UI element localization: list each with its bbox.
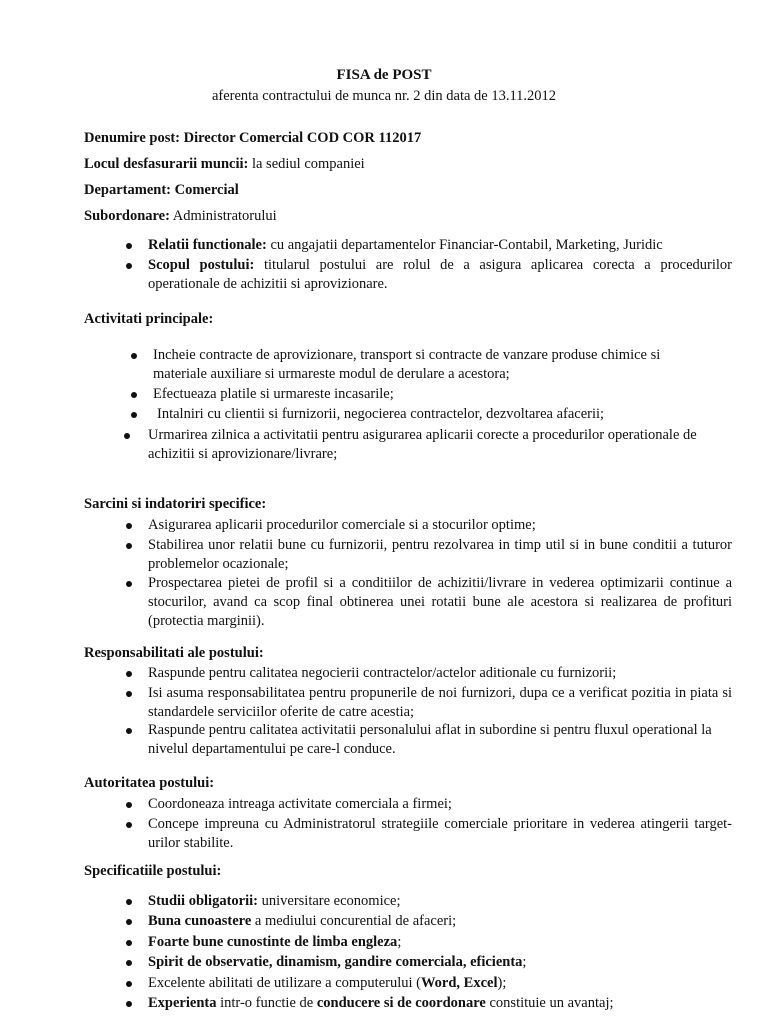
item-bold: Word, Excel bbox=[420, 975, 498, 991]
list-item-text: Efectueaza platile si urmareste incasarile; bbox=[153, 386, 394, 402]
list-item bbox=[126, 664, 736, 683]
list-item-buna bbox=[126, 912, 736, 931]
item-label: Spirit de observatie, dinamism, gandire comerciala, eficienta bbox=[148, 954, 523, 970]
field-label: Locul desfasurarii muncii: bbox=[84, 156, 249, 172]
item-label: Experienta bbox=[148, 995, 217, 1011]
list-item bbox=[126, 795, 736, 814]
bullet-icon bbox=[126, 671, 132, 677]
list-item-text bbox=[148, 892, 401, 911]
section-heading-sarcini: Sarcini si indatoriri specifice: bbox=[84, 496, 267, 512]
item-label: Foarte bune cunostinte de limba engleza bbox=[148, 934, 398, 950]
item-value: titularul postului are rolul de a asigura aplicarea corecta a procedurilor operationale de achizitii si aprovizionare. bbox=[148, 257, 732, 292]
list-item bbox=[126, 574, 736, 631]
list-item bbox=[126, 721, 736, 759]
list-item-text: Intalniri cu clientii si furnizorii, negocierea contractelor, dezvoltarea afacerii; bbox=[157, 406, 605, 422]
list-item bbox=[131, 385, 736, 404]
field-label: Departament: bbox=[84, 182, 171, 198]
bullet-icon bbox=[126, 691, 132, 697]
section-heading-specificatii: Specificatiile postului: bbox=[84, 863, 222, 879]
item-end: ); bbox=[497, 975, 507, 991]
list-item-text: Prospectarea pietei de profil si a conditiilor de achizitii/livrare in vederea optimizarii continue a stocurilor, avand ca scop final obtinerea unei rotatii bune ale acestora si realizarea de profituri (protectia marginii). bbox=[148, 575, 732, 629]
list-item bbox=[126, 815, 736, 853]
list-item-text: Stabilirea unor relatii bune cu furnizorii, pentru rezolvarea in timp util si in bune conditii a tuturor problemelor ocazionale; bbox=[148, 537, 732, 572]
document-title: FISA de POST bbox=[336, 67, 432, 83]
section-heading-autoritatea: Autoritatea postului: bbox=[84, 775, 215, 791]
bullet-icon bbox=[126, 822, 132, 828]
list-item-text: Asigurarea aplicarii procedurilor comerciale si a stocurilor optime; bbox=[148, 517, 536, 533]
item-end: ; bbox=[522, 954, 527, 970]
field-value: Administratorului bbox=[172, 208, 277, 224]
list-item-text bbox=[148, 994, 614, 1013]
list-item-text: Urmarirea zilnica a activitatii pentru asigurarea aplicarii corecte a procedurilor operationale de achizitii si aprovizionare/livrare; bbox=[148, 427, 697, 462]
list-item-text: Isi asuma responsabilitatea pentru propunerile de noi furnizori, dupa ce a verificat pozitia in piata si standardele serviciilor oferite de catre acestia; bbox=[148, 685, 732, 720]
item-value: universitare economice; bbox=[261, 893, 401, 909]
list-item bbox=[126, 536, 736, 574]
bullet-icon bbox=[126, 919, 132, 925]
item-label: Studii obligatorii: bbox=[148, 893, 258, 909]
item-value: a mediului concurential de afaceri; bbox=[254, 913, 457, 929]
item-label: Scopul postului: bbox=[148, 257, 255, 273]
list-item-text bbox=[148, 953, 526, 972]
list-item-scopul bbox=[126, 256, 736, 294]
bullet-icon bbox=[124, 433, 130, 439]
list-item bbox=[126, 684, 736, 722]
field-value: Director Comercial COD COR 112017 bbox=[183, 130, 422, 146]
item-value: cu angajatii departamentelor Financiar-Contabil, Marketing, Juridic bbox=[270, 237, 663, 253]
item-bold: conducere si de coordonare bbox=[316, 995, 486, 1011]
item-mid: intr-o functie de bbox=[220, 995, 314, 1011]
list-item-text bbox=[148, 912, 456, 931]
list-item-text: Incheie contracte de aprovizionare, transport si contracte de vanzare produse chimice si materiale auxiliare si urmareste modul de derulare a acestora; bbox=[153, 347, 661, 382]
list-item-excelente bbox=[126, 974, 736, 993]
bullet-icon bbox=[126, 523, 132, 529]
item-end: constituie un avantaj; bbox=[489, 995, 614, 1011]
bullet-icon bbox=[131, 392, 137, 398]
list-item-spirit bbox=[126, 953, 736, 972]
list-item-text: Concepe impreuna cu Administratorul strategiile comerciale prioritare in vederea atingerii target-urilor stabilite. bbox=[148, 816, 732, 851]
bullet-icon bbox=[126, 581, 132, 587]
field-departament bbox=[84, 182, 239, 199]
list-item-experienta bbox=[126, 994, 736, 1013]
list-item-relatii bbox=[126, 236, 736, 255]
list-item-text: Coordoneaza intreaga activitate comerciala a firmei; bbox=[148, 796, 452, 812]
item-start: Excelente abilitati de utilizare a computerului ( bbox=[148, 975, 421, 991]
field-locul bbox=[84, 156, 365, 173]
list-item bbox=[131, 346, 736, 384]
section-heading-activitati: Activitati principale: bbox=[84, 311, 214, 327]
item-label: Relatii functionale: bbox=[148, 237, 267, 253]
list-item-text: Raspunde pentru calitatea negocierii contractelor/actelor aditionale cu furnizorii; bbox=[148, 665, 617, 681]
list-item-text bbox=[148, 256, 732, 294]
bullet-icon bbox=[126, 981, 132, 987]
bullet-icon bbox=[126, 899, 132, 905]
list-item bbox=[131, 405, 736, 424]
bullet-icon bbox=[126, 243, 132, 249]
bullet-icon bbox=[126, 802, 132, 808]
field-label: Subordonare: bbox=[84, 208, 170, 224]
section-heading-responsabilitati: Responsabilitati ale postului: bbox=[84, 645, 264, 661]
item-label: Buna cunoastere bbox=[148, 913, 252, 929]
bullet-icon bbox=[131, 412, 137, 418]
bullet-icon bbox=[126, 940, 132, 946]
list-item-engleza bbox=[126, 933, 736, 952]
list-item-text bbox=[148, 933, 401, 952]
bullet-icon bbox=[126, 263, 132, 269]
field-value: Comercial bbox=[174, 182, 239, 198]
bullet-icon bbox=[131, 353, 137, 359]
list-item-text: Raspunde pentru calitatea activitatii personalului aflat in subordine si pentru fluxul operational la nivelul departamentului pe care-l conduce. bbox=[148, 722, 712, 757]
list-item bbox=[124, 426, 736, 464]
document-subtitle: aferenta contractului de munca nr. 2 din data de 13.11.2012 bbox=[211, 88, 557, 104]
item-end: ; bbox=[397, 934, 402, 950]
list-item bbox=[126, 516, 736, 535]
bullet-icon bbox=[126, 960, 132, 966]
field-subordonare bbox=[84, 208, 277, 225]
list-item-text bbox=[148, 974, 506, 993]
list-item-text bbox=[148, 236, 663, 255]
field-denumire bbox=[84, 130, 421, 147]
bullet-icon bbox=[126, 543, 132, 549]
field-label: Denumire post: bbox=[84, 130, 180, 146]
list-item-studii bbox=[126, 892, 736, 911]
field-value: la sediul companiei bbox=[251, 156, 365, 172]
bullet-icon bbox=[126, 1001, 132, 1007]
bullet-icon bbox=[126, 728, 132, 734]
